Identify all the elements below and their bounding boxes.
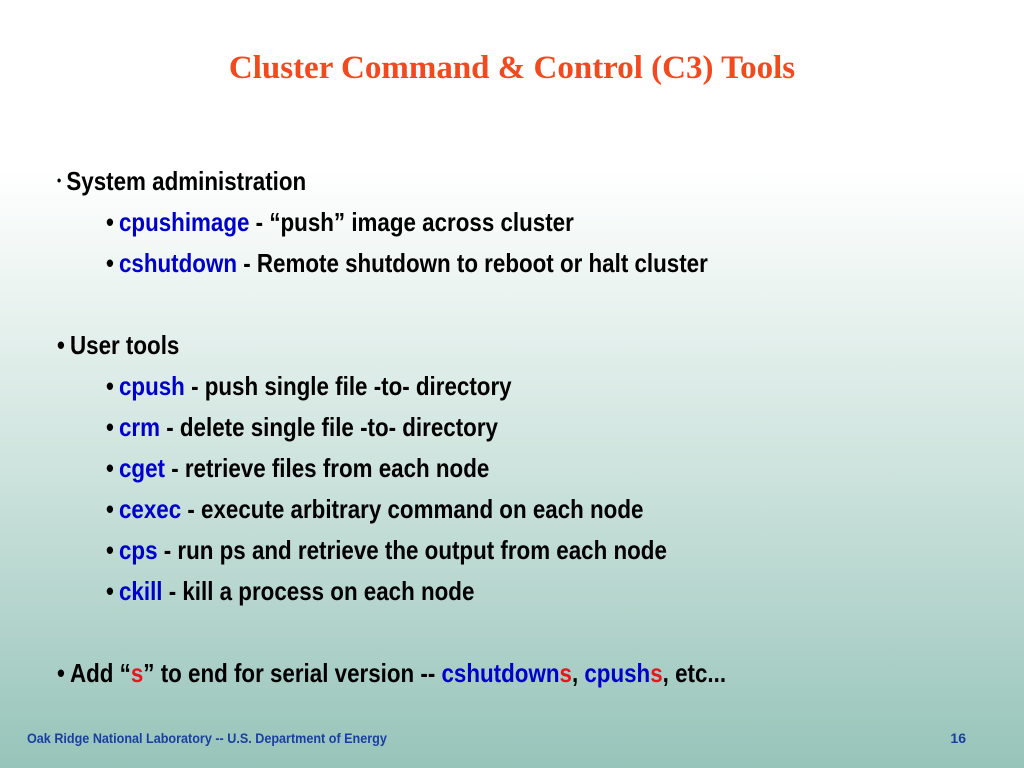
list-item-cget xyxy=(106,455,489,481)
section-heading: User tools xyxy=(69,330,180,360)
suffix-letter: s xyxy=(130,658,144,688)
example-command: cshutdown xyxy=(441,658,560,688)
page-number: 16 xyxy=(950,730,966,746)
list-item-crm xyxy=(106,414,498,440)
list-item-cexec xyxy=(106,496,643,522)
bullet: • xyxy=(106,248,114,278)
section-heading: System administration xyxy=(66,166,307,196)
command-name: ckill xyxy=(118,576,163,606)
command-description: - run ps and retrieve the output from each node xyxy=(157,535,667,565)
list-item-system-administration xyxy=(57,168,306,194)
command-name: cpush xyxy=(118,371,185,401)
list-item-user-tools xyxy=(57,332,179,358)
list-item-ckill xyxy=(106,578,474,604)
command-name: cexec xyxy=(118,494,182,524)
list-item-cpush xyxy=(106,373,512,399)
command-description: - Remote shutdown to reboot or halt cluster xyxy=(237,248,708,278)
command-name: cshutdown xyxy=(118,248,238,278)
command-name: crm xyxy=(118,412,161,442)
command-description: - “push” image across cluster xyxy=(249,207,574,237)
bullet: • xyxy=(106,207,114,237)
command-description: - execute arbitrary command on each node xyxy=(181,494,644,524)
bullet: • xyxy=(106,576,114,606)
bullet: • xyxy=(57,330,65,360)
command-description: - delete single file -to- directory xyxy=(160,412,498,442)
example-suffix: s xyxy=(559,658,572,688)
command-description: - push single file -to- directory xyxy=(184,371,512,401)
bullet: • xyxy=(106,453,114,483)
example-suffix: s xyxy=(650,658,663,688)
note-prefix: Add “ xyxy=(69,658,131,688)
list-item-cshutdown xyxy=(106,250,708,276)
separator: , xyxy=(571,658,585,688)
command-name: cps xyxy=(118,535,158,565)
slide-title: Cluster Command & Control (C3) Tools xyxy=(228,50,796,86)
command-name: cget xyxy=(118,453,165,483)
bullet: • xyxy=(106,371,114,401)
list-item-cps xyxy=(106,537,667,563)
command-name: cpushimage xyxy=(118,207,250,237)
bullet: • xyxy=(106,535,114,565)
list-item-serial-version-note xyxy=(57,660,726,686)
bullet: • xyxy=(106,494,114,524)
command-description: - retrieve files from each node xyxy=(164,453,490,483)
bullet: • xyxy=(106,412,114,442)
note-end: , etc... xyxy=(662,658,727,688)
footer-organization: Oak Ridge National Laboratory -- U.S. Department of Energy xyxy=(27,730,387,746)
command-description: - kill a process on each node xyxy=(162,576,475,606)
bullet: • xyxy=(57,172,62,188)
example-command: cpush xyxy=(584,658,651,688)
note-middle: ” to end for serial version -- xyxy=(143,658,442,688)
list-item-cpushimage xyxy=(106,209,574,235)
bullet: • xyxy=(57,658,65,688)
